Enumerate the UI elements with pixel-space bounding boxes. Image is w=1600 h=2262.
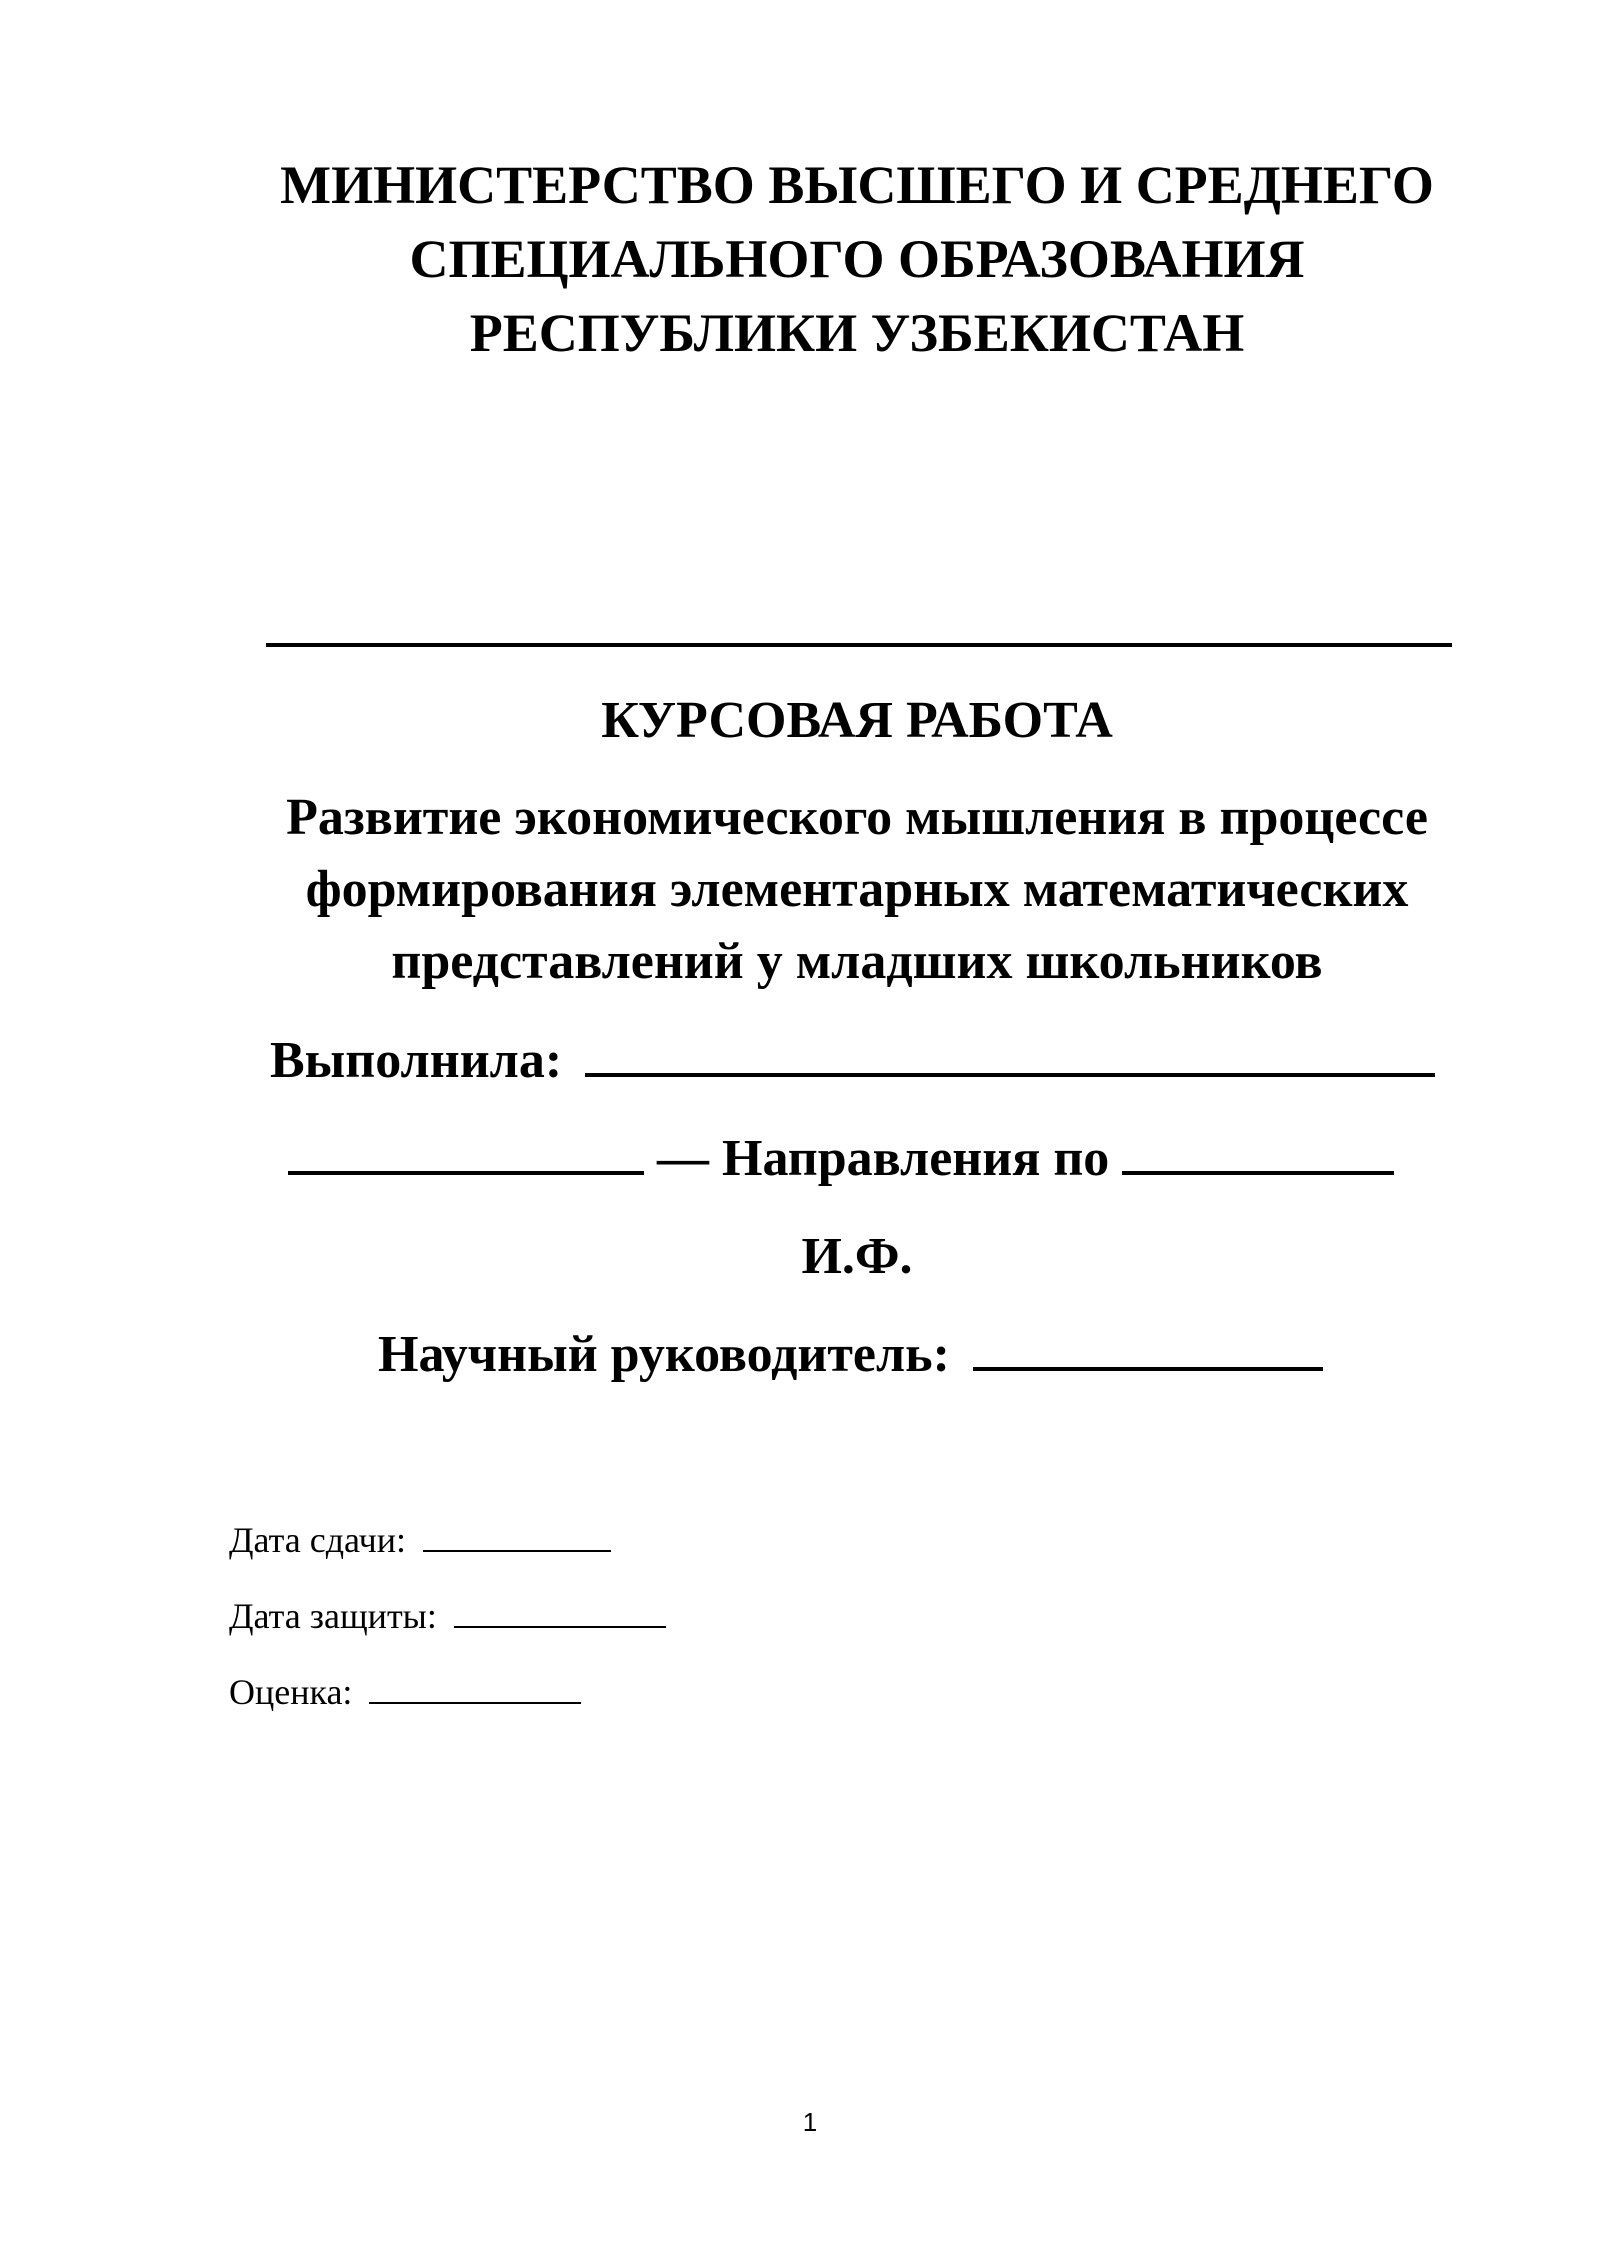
supervisor-field — [378, 1320, 1323, 1390]
course-work-topic — [262, 782, 1452, 998]
topic-line-2: формирования элементарных математических — [305, 861, 1409, 918]
ministry-heading — [262, 148, 1452, 370]
topic-line-1: Развитие экономического мышления в процессе — [286, 789, 1428, 846]
topic-line-3: представлений у младших школьников — [391, 933, 1323, 990]
direction-label: Направления по — [722, 1130, 1110, 1187]
ministry-line-3: РЕСПУБЛИКИ УЗБЕКИСТАН — [469, 303, 1245, 363]
supervisor-label: Научный руководитель: — [378, 1326, 950, 1383]
submission-date-field — [229, 1516, 611, 1564]
defense-date-field — [229, 1592, 666, 1640]
direction-name-blank-line — [1122, 1125, 1394, 1175]
document-type: КУРСОВАЯ РАБОТА — [601, 692, 1113, 749]
grade-field — [229, 1668, 581, 1716]
defense-date-label: Дата защиты: — [229, 1596, 437, 1636]
supervisor-blank-line — [973, 1321, 1323, 1371]
page-number: 1 — [802, 2107, 818, 2137]
performer-blank-line — [585, 1027, 1435, 1077]
grade-label: Оценка: — [229, 1672, 353, 1712]
student-initials: И.Ф. — [801, 1228, 913, 1285]
grade-blank-line — [369, 1670, 581, 1704]
submission-date-blank-line — [423, 1518, 611, 1552]
defense-date-blank-line — [454, 1594, 666, 1628]
direction-code-blank-line — [288, 1125, 644, 1175]
submission-date-label: Дата сдачи: — [229, 1520, 406, 1560]
direction-field — [288, 1124, 1394, 1194]
performer-label: Выполнила: — [270, 1032, 563, 1089]
institution-divider-line — [266, 643, 1452, 647]
performer-field — [270, 1026, 1435, 1096]
direction-dash: — — [657, 1130, 709, 1187]
ministry-line-2: СПЕЦИАЛЬНОГО ОБРАЗОВАНИЯ — [409, 229, 1305, 289]
ministry-line-1: МИНИСТЕРСТВО ВЫСШЕГО И СРЕДНЕГО — [280, 155, 1434, 215]
